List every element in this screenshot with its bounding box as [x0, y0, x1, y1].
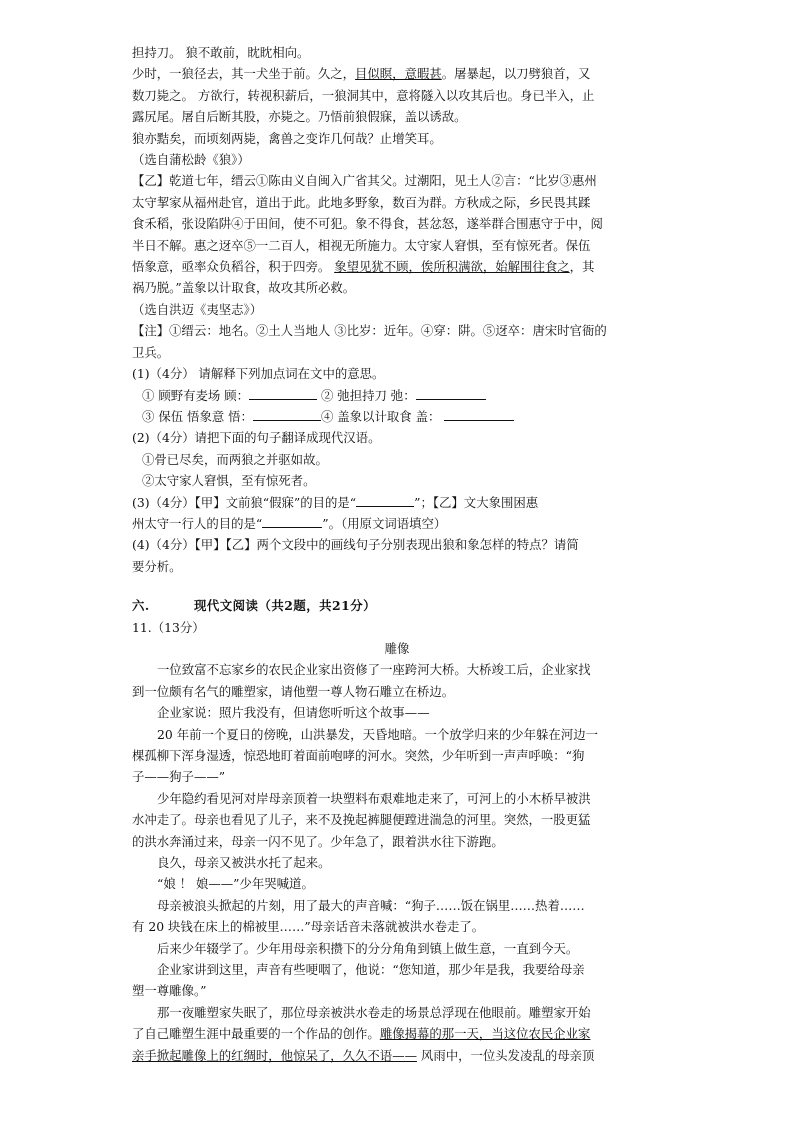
yi-line: 食禾稻，张设陷阱④于田间，使不可犯。象不得食，甚忿怒，遂举群合围惠守于中，阅	[132, 216, 603, 232]
answer-blank[interactable]	[262, 514, 322, 528]
notes-line: 卫兵。	[132, 344, 170, 360]
question-1-row: ③ 保伍 悟象意 悟： ④ 盖象以计取食 盖：	[132, 406, 662, 427]
question-3: 州太守一行人的目的是“ ”。（用原文词语填空）	[132, 515, 447, 531]
story-paragraph: 20 年前一个夏日的傍晚，山洪暴发，天昏地暗。一个放学归来的少年躲在河边一	[157, 726, 598, 742]
jia-line: 狼亦黠矣，而顷刻两毙，禽兽之变诈几何哉？止增笑耳。	[132, 130, 442, 146]
story-line: 亲手掀起雕像上的红绸时，他惊呆了，久久不语—— 风雨中，一位头发凌乱的母亲顶	[132, 1047, 595, 1063]
underlined-sentence: 雕像揭幕的那一天，当这位农民企业家	[379, 1026, 591, 1042]
answer-blank[interactable]	[249, 386, 317, 400]
underlined-sentence: 亲手掀起雕像上的红绸时，他惊呆了，久久不语——	[132, 1047, 417, 1063]
question-3: (3)（4分）【甲】文前狼“假寐”的目的是“ ”；【乙】文大象围困惠	[132, 494, 539, 510]
question-4: (4)（4分）【甲】【乙】两个文段中的画线句子分别表现出狼和象怎样的特点？请简	[132, 537, 579, 553]
answer-blank[interactable]	[444, 407, 514, 421]
story-line: 到一位颇有名气的雕塑家，请他塑一尊人物石雕立在桥边。	[132, 683, 455, 699]
story-paragraph: 后来少年辍学了。少年用母亲积攒下的分分角角到镇上做生意，一直到今天。	[157, 940, 579, 956]
question-2-item: ①骨已尽矣，而两狼之并驱如故。	[142, 451, 328, 467]
story-line: 水冲走了。母亲也看见了儿子，来不及挽起裤腿便蹚进湍急的河里。突然，一股更猛	[132, 812, 591, 828]
question-1-row: ① 顾野有麦场 顾： ② 弛担持刀 弛：	[132, 385, 662, 406]
question-2-head: (2)（4分）请把下面的句子翻译成现代汉语。	[132, 430, 381, 446]
jia-line: 露尻尾。屠自后断其股，亦毙之。乃悟前狼假寐，盖以诱敌。	[132, 109, 467, 125]
story-line: 塑一尊雕像。”	[132, 983, 207, 999]
yi-line: 悟象意，亟率众负稻谷，积于四旁。 象望见犹不顾，俟所积满欲，始解围往食之，其	[132, 259, 595, 275]
underlined-sentence: 目似瞑，意暇甚	[355, 66, 442, 82]
story-paragraph: 企业家讲到这里，声音有些哽咽了，他说：“您知道，那少年是我，我要给母亲	[157, 962, 585, 978]
yi-line: 【乙】乾道七年，缙云①陈由义自闽入广省其父。过潮阳，见土人②言：“比岁③惠州	[132, 173, 597, 189]
jia-line: 担持刀。 狼不敢前，眈眈相向。	[132, 45, 310, 60]
question-4: 要分析。	[132, 558, 182, 574]
answer-blank[interactable]	[416, 386, 486, 400]
section-heading: 六. 现代文阅读（共2题，共21分）	[132, 598, 377, 614]
story-paragraph: 企业家说：照片我没有，但请您听听这个故事——	[157, 705, 430, 721]
underlined-sentence: 象望见犹不顾，俟所积满欲，始解围往食之	[334, 259, 570, 275]
story-paragraph: 母亲被浪头掀起的片刻，用了最大的声音喊：“狗子……饭在锅里……热着……	[157, 897, 585, 913]
jia-source: （选自蒲松龄《狼》）	[132, 152, 250, 168]
jia-line: 少时，一狼径去，其一犬坐于前。久之，目似瞑，意暇甚。屠暴起，以刀劈狼首，又	[132, 66, 591, 82]
story-line: 了自己雕塑生涯中最重要的一个作品的创作。雕像揭幕的那一天，当这位农民企业家	[132, 1026, 591, 1042]
yi-line: 太守挈家从福州赴官，道出于此。此地多野象，数百为群。方秋成之际，乡民畏其蹂	[132, 194, 591, 210]
answer-blank[interactable]	[356, 493, 414, 507]
yi-source: （选自洪迈《夷坚志》）	[132, 301, 263, 317]
story-line: 有 20 块钱在床上的棉被里……”母亲话音未落就被洪水卷走了。	[132, 919, 485, 935]
answer-blank[interactable]	[253, 407, 321, 421]
question-11-head: 11.（13分）	[132, 619, 205, 635]
story-line: 子——狗子——”	[132, 769, 226, 785]
exam-page	[132, 42, 662, 1066]
yi-line: 祸乃脱。”盖象以计取食，故攻其所必救。	[132, 280, 356, 296]
notes-line: 【注】①缙云：地名。②土人当地人 ③比岁：近年。④穿：阱。⑤迓卒：唐宋时官衙的	[132, 323, 607, 339]
question-2-item: ②太守家人窘惧，至有惊死者。	[142, 473, 316, 489]
question-1-head: (1)（4分） 请解释下列加点词在文中的意思。	[132, 366, 385, 382]
yi-line: 半日不解。惠之迓卒⑤一二百人，相视无所施力。太守家人窘惧，至有惊死者。保伍	[132, 237, 591, 253]
story-paragraph: “娘 ！ 娘——”少年哭喊道。	[157, 876, 314, 892]
story-line: 的洪水奔涌过来，母亲一闪不见了。少年急了，跟着洪水往下游跑。	[132, 833, 504, 849]
jia-line: 数刀毙之。 方欲行，转视积薪后，一狼洞其中，意将隧入以攻其后也。身已半入，止	[132, 87, 595, 103]
story-paragraph: 少年隐约看见河对岸母亲顶着一块塑料布艰难地走来了，可河上的小木桥早被洪	[157, 790, 591, 806]
story-paragraph: 良久，母亲又被洪水托了起来。	[157, 855, 331, 871]
spacer	[132, 577, 662, 595]
story-line: 棵孤柳下浑身湿透，惊恐地盯着面前咆哮的河水。突然，少年听到一声声呼唤：“狗	[132, 748, 585, 763]
story-paragraph: 那一夜雕塑家失眠了，那位母亲被洪水卷走的场景总浮现在他眼前。雕塑家开始	[157, 1004, 591, 1020]
story-paragraph: 一位致富不忘家乡的农民企业家出资修了一座跨河大桥。大桥竣工后，企业家找	[157, 662, 591, 678]
story-title: 雕像	[384, 640, 410, 656]
